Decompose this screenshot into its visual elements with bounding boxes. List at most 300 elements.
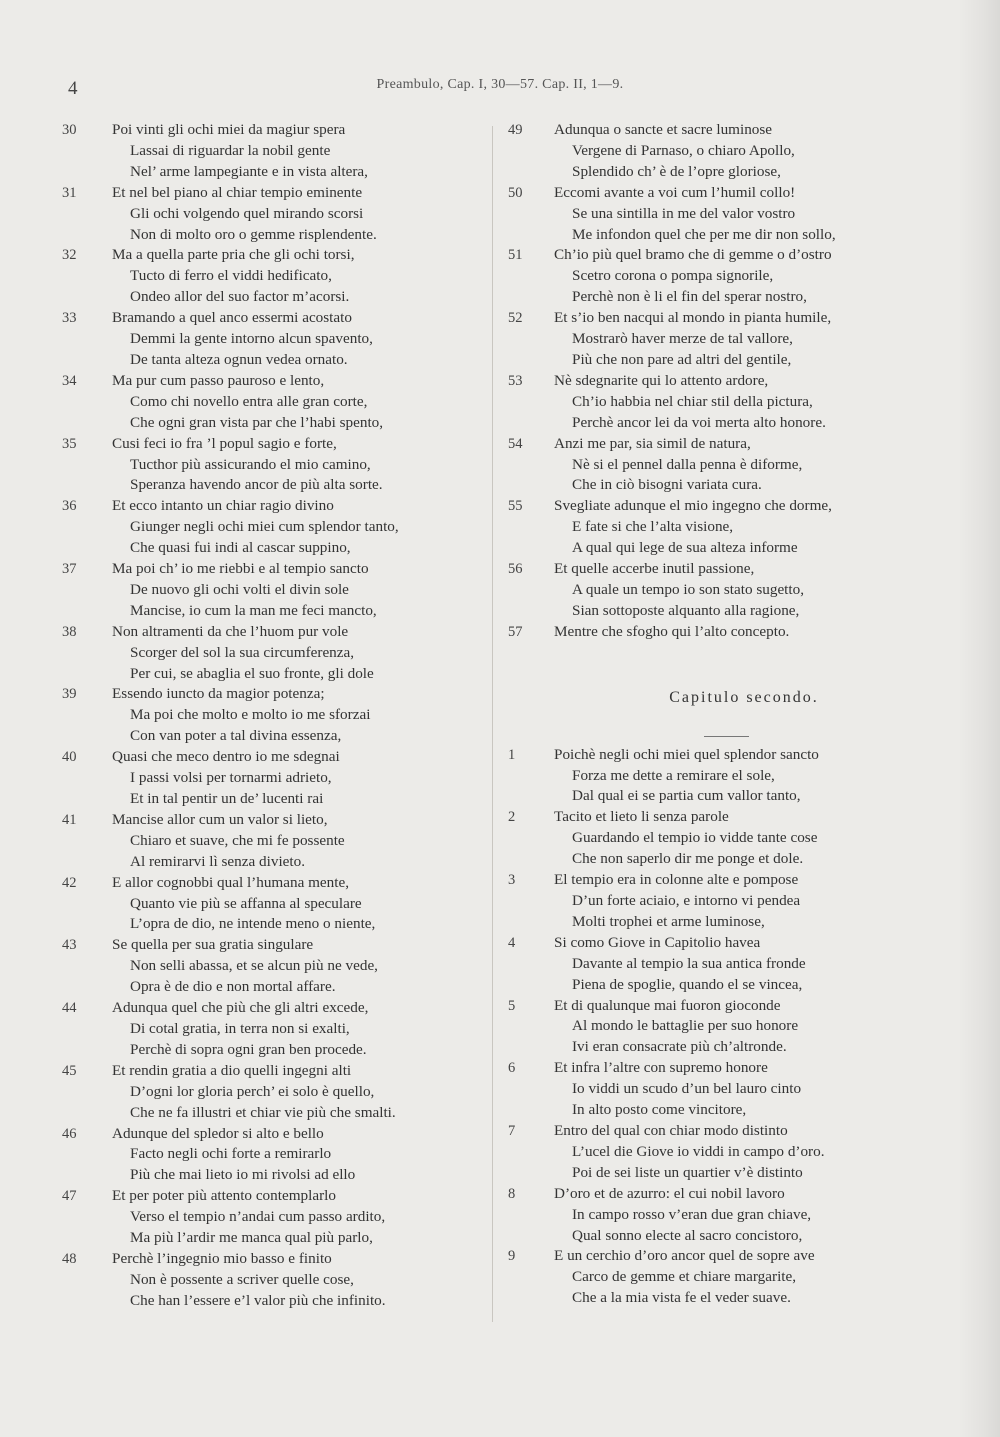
stanza xyxy=(62,1124,492,1187)
verse-text: Opra è de dio e non mortal affare. xyxy=(130,978,336,996)
stanza-number xyxy=(504,1267,550,1288)
stanza-number xyxy=(504,538,550,559)
verse-line xyxy=(504,475,944,496)
verse-text: Et rendin gratia a dio quelli ingegni alti xyxy=(112,1061,352,1079)
verse-text: Ch’io habbia nel chiar stil della pictura, xyxy=(572,392,813,410)
stanza xyxy=(62,120,492,183)
stanza-number xyxy=(504,1288,550,1309)
verse-text: Demmi la gente intorno alcun spavento, xyxy=(130,330,373,348)
verse-line xyxy=(504,1288,944,1309)
stanza-number xyxy=(504,204,550,225)
verse-line xyxy=(62,852,492,873)
verse-text: Che in ciò bisogni variata cura. xyxy=(572,476,762,494)
verse-line xyxy=(504,933,944,954)
stanza-number: 4 xyxy=(508,934,516,951)
verse-line xyxy=(62,1165,492,1186)
verse-line xyxy=(504,1163,944,1184)
stanza-number: 45 xyxy=(62,1062,77,1079)
verse-text: Piena de spoglie, quando el se vincea, xyxy=(572,975,803,993)
verse-text: Cusi feci io fra ’l popul sagio e forte, xyxy=(112,434,337,452)
verse-text: Che ogni gran vista par che l’habi spento, xyxy=(130,413,384,431)
stanza-number xyxy=(504,517,550,538)
verse-text: Scorger del sol la sua circumferenza, xyxy=(130,643,355,661)
stanza-number xyxy=(62,1019,108,1040)
verse-line xyxy=(62,204,492,225)
verse-text: E un cerchio d’oro ancor quel de sopre ave xyxy=(554,1247,815,1265)
verse-line xyxy=(62,371,492,392)
verse-line xyxy=(504,245,944,266)
stanza-number: 55 xyxy=(508,498,523,515)
stanza-number xyxy=(62,141,108,162)
stanza-number xyxy=(62,768,108,789)
stanza-number: 37 xyxy=(62,561,77,578)
verse-text: Al remirarvi lì senza divieto. xyxy=(130,852,306,870)
stanza-number: 47 xyxy=(62,1188,77,1205)
stanza-number: 51 xyxy=(508,247,523,264)
verse-text: Et s’io ben nacqui al mondo in pianta humile, xyxy=(554,309,832,327)
stanza xyxy=(504,745,944,808)
verse-text: Nè si el pennel dalla penna è diforme, xyxy=(572,455,803,473)
stanza xyxy=(62,559,492,622)
stanza xyxy=(504,559,944,622)
verse-line xyxy=(504,954,944,975)
verse-text: Ivi eran consacrate più ch’altronde. xyxy=(572,1038,787,1056)
verse-text: In campo rosso v’eran due gran chiave, xyxy=(572,1205,812,1223)
stanza-number xyxy=(504,849,550,870)
stanza-number xyxy=(62,225,108,246)
verse-text: Guardando el tempio io vidde tante cose xyxy=(572,829,818,847)
verse-text: Adunqua quel che più che gli altri excede, xyxy=(112,999,369,1017)
stanza-number: 52 xyxy=(508,310,523,327)
verse-line xyxy=(504,1246,944,1267)
stanza-number xyxy=(62,789,108,810)
verse-line xyxy=(504,517,944,538)
verse-line xyxy=(504,1121,944,1142)
stanza-number xyxy=(504,580,550,601)
verse-line xyxy=(62,538,492,559)
verse-text: Eccomi avante a voi cum l’humil collo! xyxy=(554,183,796,201)
stanza xyxy=(62,998,492,1061)
verse-text: Che a la mia vista fe el veder suave. xyxy=(572,1289,791,1307)
verse-line xyxy=(62,1270,492,1291)
verse-text: Ondeo allor del suo factor m’acorsi. xyxy=(130,288,350,306)
stanza-number xyxy=(62,894,108,915)
column-divider xyxy=(492,126,493,1322)
verse-line xyxy=(62,496,492,517)
verse-text: El tempio era in colonne alte e pompose xyxy=(554,871,799,889)
verse-text: Tucto di ferro el viddi hedificato, xyxy=(130,267,332,285)
verse-line xyxy=(504,183,944,204)
verse-line xyxy=(504,413,944,434)
verse-text: Mostrarò haver merze de tal vallore, xyxy=(572,330,793,348)
stanza-number xyxy=(504,1163,550,1184)
verse-text: Per cui, se abaglia el suo fronte, gli dole xyxy=(130,664,374,682)
verse-line xyxy=(62,622,492,643)
verse-line xyxy=(62,120,492,141)
stanza-number: 44 xyxy=(62,1000,77,1017)
verse-text: E fate si che l’alta visione, xyxy=(572,518,734,536)
verse-text: Ch’io più quel bramo che di gemme o d’ostro xyxy=(554,246,832,264)
stanza-number xyxy=(504,1079,550,1100)
verse-line xyxy=(62,873,492,894)
verse-line xyxy=(504,538,944,559)
stanza-number xyxy=(62,956,108,977)
verse-line xyxy=(504,350,944,371)
verse-line xyxy=(62,1249,492,1270)
verse-text: Nel’ arme lampegiante e in vista altera, xyxy=(130,162,368,180)
verse-line xyxy=(504,559,944,580)
verse-line xyxy=(504,1142,944,1163)
stanza xyxy=(62,1186,492,1249)
left-column xyxy=(62,120,492,1312)
verse-text: De tanta alteza ognun vedea ornato. xyxy=(130,350,348,368)
verse-text: Et ecco intanto un chiar ragio divino xyxy=(112,497,334,515)
stanza xyxy=(504,434,944,497)
verse-text: Dal qual ei se partia cum vallor tanto, xyxy=(572,787,801,805)
verse-line xyxy=(504,849,944,870)
stanza-number xyxy=(504,141,550,162)
verse-text: Adunqua o sancte et sacre luminose xyxy=(554,121,773,138)
stanza-number: 31 xyxy=(62,184,77,201)
stanza-number xyxy=(62,977,108,998)
verse-text: Molti trophei et arme luminose, xyxy=(572,912,765,930)
verse-line xyxy=(62,1186,492,1207)
verse-line xyxy=(62,935,492,956)
verse-text: Che han l’essere e’l valor più che infinito. xyxy=(130,1291,386,1309)
stanza xyxy=(504,371,944,434)
stanza-number xyxy=(504,350,550,371)
stanza xyxy=(62,183,492,246)
verse-text: Speranza havendo ancor de più alta sorte. xyxy=(130,476,383,494)
stanza-number: 36 xyxy=(62,498,77,515)
verse-line xyxy=(504,807,944,828)
verse-text: Perchè non è li el fin del sperar nostro, xyxy=(572,288,807,306)
stanza-number: 33 xyxy=(62,310,77,327)
verse-line xyxy=(62,434,492,455)
verse-line xyxy=(504,1058,944,1079)
stanza-number xyxy=(504,225,550,246)
stanza-number xyxy=(504,954,550,975)
page-number: 4 xyxy=(68,78,78,99)
stanza xyxy=(62,434,492,497)
stanza-number xyxy=(504,162,550,183)
verse-text: Ma poi che molto e molto io me sforzai xyxy=(130,706,371,724)
verse-line xyxy=(504,266,944,287)
stanza-number xyxy=(62,831,108,852)
verse-line xyxy=(62,1082,492,1103)
verse-text: Ma più l’ardir me manca qual più parlo, xyxy=(130,1229,373,1247)
verse-text: Vergene di Parnaso, o chiaro Apollo, xyxy=(572,141,795,159)
verse-line xyxy=(62,1103,492,1124)
verse-line xyxy=(62,601,492,622)
verse-text: Quanto vie più se affanna al speculare xyxy=(130,894,362,912)
stanza xyxy=(62,371,492,434)
stanza-number: 56 xyxy=(508,561,523,578)
verse-line xyxy=(62,141,492,162)
stanza xyxy=(62,622,492,685)
verse-text: De nuovo gli ochi volti el divin sole xyxy=(130,580,349,598)
stanza xyxy=(62,684,492,747)
verse-line xyxy=(62,1291,492,1312)
verse-line xyxy=(62,705,492,726)
stanza xyxy=(504,622,944,643)
stanza-number xyxy=(62,643,108,664)
verse-line xyxy=(62,1124,492,1145)
verse-text: Sian sottoposte alquanto alla ragione, xyxy=(572,601,800,619)
verse-text: In alto posto come vincitore, xyxy=(572,1101,747,1119)
verse-text: A quale un tempo io son stato sugetto, xyxy=(572,580,805,598)
verse-line xyxy=(504,975,944,996)
verse-text: Scetro corona o pompa signorile, xyxy=(572,267,774,285)
verse-line xyxy=(504,308,944,329)
verse-line xyxy=(62,1144,492,1165)
stanza-number xyxy=(504,891,550,912)
verse-text: Tacito et lieto li senza parole xyxy=(554,808,729,826)
stanza xyxy=(62,245,492,308)
stanza-number xyxy=(62,162,108,183)
verse-line xyxy=(62,914,492,935)
stanza xyxy=(504,308,944,371)
verse-text: Se quella per sua gratia singulare xyxy=(112,936,314,954)
verse-line xyxy=(62,475,492,496)
verse-line xyxy=(504,580,944,601)
stanza-number: 9 xyxy=(508,1248,516,1265)
verse-text: Che ne fa illustri et chiar vie più che smalti. xyxy=(130,1103,396,1121)
stanza-number: 1 xyxy=(508,746,516,763)
stanza xyxy=(62,747,492,810)
verse-line xyxy=(62,810,492,831)
verse-line xyxy=(504,1205,944,1226)
stanza xyxy=(504,1058,944,1121)
stanza-number: 2 xyxy=(508,809,516,826)
chapter-rule xyxy=(704,736,749,737)
verse-text: Perchè ancor lei da voi merta alto honore. xyxy=(572,413,826,431)
verse-line xyxy=(504,1267,944,1288)
verse-line xyxy=(504,786,944,807)
verse-line xyxy=(62,162,492,183)
verse-line xyxy=(504,392,944,413)
verse-text: Chiaro et suave, che mi fe possente xyxy=(130,831,345,849)
stanza-number xyxy=(62,392,108,413)
verse-text: Essendo iuncto da magior potenza; xyxy=(112,685,325,703)
verse-line xyxy=(62,1228,492,1249)
verse-line xyxy=(62,789,492,810)
verse-text: Più che non pare ad altri del gentile, xyxy=(572,350,792,368)
verse-text: Non è possente a scriver quelle cose, xyxy=(130,1270,354,1288)
verse-line xyxy=(62,956,492,977)
stanza-number xyxy=(504,828,550,849)
verse-text: Io viddi un scudo d’un bel lauro cinto xyxy=(572,1080,802,1098)
verse-text: I passi volsi per tornarmi adrieto, xyxy=(130,769,332,787)
verse-line xyxy=(62,183,492,204)
stanza-number: 38 xyxy=(62,623,77,640)
verse-text: Anzi me par, sia simil de natura, xyxy=(554,434,751,452)
stanza-number xyxy=(504,1205,550,1226)
verse-text: Et per poter più attento contemplarlo xyxy=(112,1187,336,1205)
running-header: Preambulo, Cap. I, 30—57. Cap. II, 1—9. xyxy=(376,77,624,92)
verse-line xyxy=(504,828,944,849)
chapter-title: Capitulo secondo. xyxy=(669,688,819,706)
verse-line xyxy=(62,643,492,664)
verse-text: Nè sdegnarite qui lo attento ardore, xyxy=(554,371,769,389)
verse-line xyxy=(62,517,492,538)
verse-text: L’ucel die Giove io viddi in campo d’oro. xyxy=(572,1142,825,1160)
stanza-number xyxy=(504,413,550,434)
verse-text: D’ogni lor gloria perch’ ei solo è quello, xyxy=(130,1082,375,1100)
verse-line xyxy=(62,894,492,915)
verse-text: Perchè di sopra ogni gran ben procede. xyxy=(130,1040,367,1058)
stanza-number xyxy=(62,1228,108,1249)
stanza-number xyxy=(62,601,108,622)
verse-line xyxy=(62,977,492,998)
verse-text: Se una sintilla in me del valor vostro xyxy=(572,204,796,222)
verse-text: E allor cognobbi qual l’humana mente, xyxy=(112,873,350,891)
stanza-number xyxy=(62,413,108,434)
verse-text: Gli ochi volgendo quel mirando scorsi xyxy=(130,204,364,222)
verse-text: Entro del qual con chiar modo distinto xyxy=(554,1121,788,1139)
stanza-number xyxy=(62,580,108,601)
verse-text: Si como Giove in Capitolio havea xyxy=(554,933,761,951)
verse-text: Che quasi fui indi al cascar suppino, xyxy=(130,539,351,557)
verse-line xyxy=(62,998,492,1019)
verse-line xyxy=(62,726,492,747)
stanza-number xyxy=(504,1142,550,1163)
stanza-number xyxy=(504,601,550,622)
verse-line xyxy=(62,266,492,287)
stanza-number xyxy=(504,475,550,496)
verse-text: Al mondo le battaglie per suo honore xyxy=(572,1017,799,1035)
verse-text: Poi vinti gli ochi miei da magiur spera xyxy=(112,121,346,138)
verse-text: Facto negli ochi forte a remirarlo xyxy=(130,1145,332,1163)
verse-line xyxy=(504,766,944,787)
verse-text: Splendido ch’ è de l’opre gloriose, xyxy=(572,162,781,180)
verse-line xyxy=(62,413,492,434)
stanza xyxy=(504,996,944,1059)
verse-text: Poi de sei liste un quartier v’è distinto xyxy=(572,1163,803,1181)
verse-line xyxy=(62,684,492,705)
stanza-number: 53 xyxy=(508,372,523,389)
stanza-number xyxy=(504,266,550,287)
verse-text: Qual sonno electe al sacro concistoro, xyxy=(572,1226,803,1244)
stanza xyxy=(504,245,944,308)
stanza-number xyxy=(62,1103,108,1124)
verse-line xyxy=(62,392,492,413)
stanza-number xyxy=(62,1144,108,1165)
verse-text: Et quelle accerbe inutil passione, xyxy=(554,560,755,578)
stanza-number xyxy=(504,329,550,350)
verse-line xyxy=(504,1016,944,1037)
stanza-number: 48 xyxy=(62,1250,77,1267)
verse-line xyxy=(62,559,492,580)
verse-line xyxy=(504,870,944,891)
verse-line xyxy=(504,329,944,350)
verse-line xyxy=(504,745,944,766)
verse-text: Adunque del spledor si alto e bello xyxy=(112,1124,324,1142)
stanza-number xyxy=(504,287,550,308)
verse-line xyxy=(62,350,492,371)
verse-text: Carco de gemme et chiare margarite, xyxy=(572,1268,797,1286)
stanza-number xyxy=(62,329,108,350)
stanza-number: 3 xyxy=(508,872,516,889)
stanza-number: 42 xyxy=(62,874,77,891)
chapter-two-stanzas xyxy=(504,745,944,1309)
verse-line xyxy=(62,225,492,246)
stanza xyxy=(504,183,944,246)
verse-text: Giunger negli ochi miei cum splendor tanto, xyxy=(130,518,399,536)
verse-text: Davante al tempio la sua antica fronde xyxy=(572,954,806,972)
stanza xyxy=(62,308,492,371)
verse-line xyxy=(504,1226,944,1247)
stanza-number xyxy=(504,455,550,476)
verse-line xyxy=(62,455,492,476)
stanza-number: 7 xyxy=(508,1122,516,1139)
preamble-stanzas xyxy=(504,120,944,643)
stanza-number xyxy=(62,664,108,685)
verse-line xyxy=(504,287,944,308)
verse-line xyxy=(504,225,944,246)
stanza xyxy=(504,1246,944,1309)
verse-text: Quasi che meco dentro io me sdegnai xyxy=(112,748,340,766)
verse-text: Verso el tempio n’andai cum passo ardito, xyxy=(130,1208,386,1226)
stanza-number: 50 xyxy=(508,184,523,201)
verse-text: Tucthor più assicurando el mio camino, xyxy=(130,455,371,473)
verse-text: Svegliate adunque el mio ingegno che dorme, xyxy=(554,497,832,515)
stanza-number: 41 xyxy=(62,811,77,828)
verse-text: Et di qualunque mai fuoron gioconde xyxy=(554,996,781,1014)
stanza-number xyxy=(62,287,108,308)
verse-text: Che non saperlo dir me ponge et dole. xyxy=(572,850,804,868)
stanza xyxy=(504,120,944,183)
verse-line xyxy=(62,664,492,685)
stanza-number xyxy=(62,852,108,873)
verse-text: Mentre che sfogho qui l’alto concepto. xyxy=(554,622,790,640)
stanza-number: 40 xyxy=(62,749,77,766)
verse-line xyxy=(62,580,492,601)
verse-line xyxy=(504,141,944,162)
verse-text: Non altramenti da che l’huom pur vole xyxy=(112,622,349,640)
verse-line xyxy=(62,329,492,350)
verse-line xyxy=(62,287,492,308)
verse-line xyxy=(62,1061,492,1082)
verse-text: Como chi novello entra alle gran corte, xyxy=(130,392,368,410)
stanza xyxy=(504,1121,944,1184)
verse-line xyxy=(504,622,944,643)
stanza xyxy=(62,873,492,936)
verse-line xyxy=(504,601,944,622)
verse-text: Più che mai lieto io mi rivolsi ad ello xyxy=(130,1166,356,1184)
verse-line xyxy=(504,162,944,183)
stanza-number: 35 xyxy=(62,435,77,452)
verse-text: Poichè negli ochi miei quel splendor sancto xyxy=(554,745,819,763)
stanza-number xyxy=(62,914,108,935)
verse-text: Et in tal pentir un de’ lucenti rai xyxy=(130,790,324,807)
verse-line xyxy=(504,891,944,912)
stanza xyxy=(62,935,492,998)
verse-text: Non selli abassa, et se alcun più ne vede, xyxy=(130,957,378,975)
stanza-number: 43 xyxy=(62,937,77,954)
verse-text: Et infra l’altre con supremo honore xyxy=(554,1059,768,1077)
verse-line xyxy=(504,996,944,1017)
verse-line xyxy=(504,912,944,933)
verse-line xyxy=(504,204,944,225)
verse-line xyxy=(62,245,492,266)
stanza xyxy=(62,1061,492,1124)
stanza-number: 30 xyxy=(62,122,77,138)
verse-text: D’oro et de azurro: el cui nobil lavoro xyxy=(554,1184,785,1202)
stanza-number xyxy=(62,538,108,559)
verse-text: Et nel bel piano al chiar tempio eminente xyxy=(112,183,363,201)
stanza-number: 46 xyxy=(62,1125,77,1142)
